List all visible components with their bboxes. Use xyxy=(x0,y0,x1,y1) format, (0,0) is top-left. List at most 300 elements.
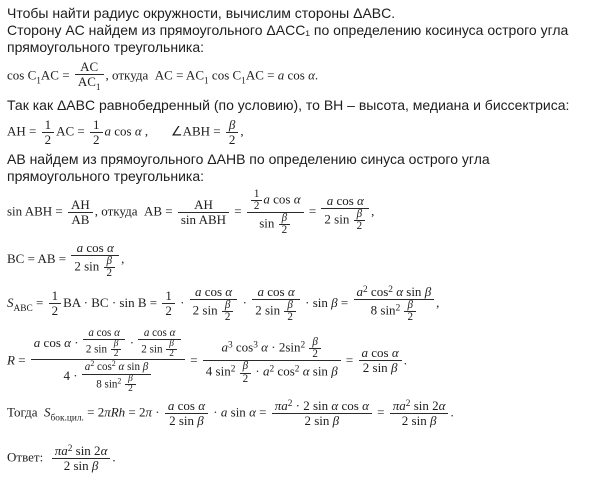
formula-radius xyxy=(7,327,593,396)
math-text: 2 sin xyxy=(255,302,284,318)
math-text: cos xyxy=(274,363,295,379)
math-variable: β xyxy=(287,298,293,311)
math-text: sin xyxy=(259,215,278,231)
fraction xyxy=(284,300,296,323)
math-superscript: 2 xyxy=(294,364,300,375)
math-text: sin ABH = xyxy=(7,203,66,219)
denominator xyxy=(247,213,304,236)
fraction xyxy=(321,194,369,232)
math-text: , xyxy=(240,123,244,139)
math-text: cos xyxy=(367,283,389,299)
numerator xyxy=(42,118,55,133)
math-text: BC = AB = xyxy=(7,251,70,267)
math-text: = xyxy=(186,351,201,367)
formula-ah-angle xyxy=(7,117,593,148)
math-text: 2 xyxy=(165,303,172,319)
math-text: 2 sin xyxy=(324,211,353,227)
math-text: cos xyxy=(333,192,358,208)
math-variable: R xyxy=(7,351,15,367)
math-text: 2 sin xyxy=(169,413,198,429)
formula-ac-cosine xyxy=(7,59,593,94)
math-text: cos xyxy=(269,191,294,207)
math-text: 2 sin xyxy=(74,258,103,274)
math-text: · xyxy=(252,363,263,379)
numerator xyxy=(49,289,62,304)
math-text: · xyxy=(239,294,251,310)
math-text: cos xyxy=(174,398,199,414)
math-text: = 2 xyxy=(125,404,146,420)
math-text xyxy=(400,302,403,317)
math-variable: α xyxy=(261,339,268,355)
denominator xyxy=(190,300,238,323)
math-text: = xyxy=(14,351,29,367)
math-text: 2 sin xyxy=(85,343,110,356)
fraction xyxy=(252,285,300,323)
math-text xyxy=(305,340,308,355)
math-text: , откуда AB = xyxy=(94,203,176,219)
paragraph-cosine-rule: Сторону AC найдем из прямоугольного ΔACC₁ по определению косинуса острого угла прямоугольного треугольника: xyxy=(7,22,569,55)
math-text: = xyxy=(342,351,357,367)
fraction xyxy=(82,360,151,394)
denominator xyxy=(111,350,122,359)
denominator xyxy=(83,340,126,360)
math-variable: a xyxy=(194,283,202,299)
math-text: 8 sin xyxy=(96,377,118,390)
math-variable: α xyxy=(118,361,125,374)
numerator xyxy=(390,399,449,414)
numerator xyxy=(90,118,103,133)
denominator xyxy=(404,312,416,323)
math-variable: a xyxy=(356,283,363,299)
fraction xyxy=(240,361,252,384)
denominator xyxy=(321,209,369,232)
math-subscript: 1 xyxy=(36,76,41,87)
math-text: AC xyxy=(77,74,96,90)
math-text: cos xyxy=(40,334,65,350)
numerator xyxy=(52,444,111,459)
math-text: cos xyxy=(263,283,288,299)
math-variable: α xyxy=(308,67,315,83)
fraction xyxy=(52,444,111,473)
math-text xyxy=(235,364,238,379)
math-text: 2 sin xyxy=(362,360,391,376)
math-variable: β xyxy=(407,298,413,311)
math-variable: β xyxy=(106,255,113,268)
math-text: = xyxy=(337,294,352,310)
fraction xyxy=(71,241,119,279)
math-text: 2 xyxy=(128,383,133,394)
math-text: 4 · xyxy=(63,368,81,384)
math-text: 2 xyxy=(51,303,59,319)
fraction xyxy=(31,328,185,395)
math-variable: β xyxy=(224,298,231,311)
math-variable: β xyxy=(331,363,338,379)
math-text: 1 xyxy=(51,288,59,304)
math-text: · sin xyxy=(301,294,332,310)
denominator xyxy=(309,349,321,360)
math-variable: α xyxy=(438,398,446,414)
math-text: · xyxy=(152,404,163,420)
math-superscript: 3 xyxy=(227,340,233,351)
math-text: 8 sin xyxy=(370,302,396,318)
paragraph-sine-rule: AB найдем из прямоугольного ΔAHB по определению синуса острого угла прямоугольного треугольника: xyxy=(7,151,490,185)
math-variable: α xyxy=(302,363,310,379)
numerator xyxy=(252,285,300,300)
math-text: sin xyxy=(403,283,425,299)
math-variable: a xyxy=(220,404,228,420)
math-text: · xyxy=(210,404,221,420)
math-text: sin 2 xyxy=(410,398,439,414)
numerator xyxy=(272,399,372,414)
denominator xyxy=(226,133,239,147)
math-text: 2 sin xyxy=(63,458,92,474)
math-variable: β xyxy=(429,413,437,429)
math-text xyxy=(121,378,124,390)
math-text: · 2sin xyxy=(268,339,301,355)
denominator xyxy=(138,340,181,360)
math-subscript: ABC xyxy=(13,303,33,314)
math-text: AH xyxy=(194,197,213,213)
fraction xyxy=(354,285,435,323)
denominator xyxy=(240,374,252,385)
numerator xyxy=(178,198,229,213)
fraction xyxy=(247,189,304,236)
denominator xyxy=(284,312,296,323)
math-text: 2 xyxy=(407,310,414,323)
math-superscript: 2 xyxy=(117,375,122,385)
fraction xyxy=(49,289,62,318)
numerator xyxy=(359,346,402,361)
numerator xyxy=(226,118,239,133)
math-text: 2 xyxy=(281,224,288,237)
numerator xyxy=(31,328,185,361)
math-text: AH xyxy=(70,197,90,213)
math-variable: β xyxy=(142,361,149,374)
math-text: AC = xyxy=(56,123,88,139)
math-variable: α xyxy=(106,240,114,256)
math-text: , xyxy=(121,251,125,267)
math-variable: α xyxy=(64,334,71,350)
numerator xyxy=(165,399,208,414)
numerator xyxy=(83,328,126,340)
math-variable: β xyxy=(331,294,338,310)
math-text: = xyxy=(373,404,388,420)
numerator xyxy=(354,285,435,300)
math-superscript: 2 xyxy=(395,303,401,314)
denominator xyxy=(162,304,175,318)
math-text: 2 xyxy=(287,310,293,323)
denominator xyxy=(390,414,449,428)
math-variable: a xyxy=(143,326,150,339)
fraction xyxy=(68,198,93,227)
math-variable: a xyxy=(167,398,175,414)
math-variable: α xyxy=(100,443,108,459)
fraction xyxy=(309,337,321,360)
math-variable: α xyxy=(249,404,256,420)
math-variable: a xyxy=(277,67,285,83)
numerator xyxy=(71,241,119,256)
math-variable: β xyxy=(312,336,318,349)
fraction xyxy=(165,399,208,428)
denominator xyxy=(251,201,263,212)
math-subscript: бок.цил. xyxy=(50,413,84,424)
denominator xyxy=(82,375,151,395)
denominator xyxy=(178,213,229,227)
math-text: cos xyxy=(368,345,392,361)
math-superscript: 2 xyxy=(287,399,293,410)
numerator xyxy=(75,60,104,75)
math-text: sin ABH xyxy=(180,212,227,228)
numerator xyxy=(138,328,181,340)
math-text: , xyxy=(436,294,440,310)
math-variable: πa xyxy=(274,398,288,414)
numerator xyxy=(321,194,369,209)
math-text: = xyxy=(305,203,320,219)
math-text: 1 xyxy=(93,117,100,133)
fraction xyxy=(359,346,402,375)
math-superscript: 3 xyxy=(253,340,258,351)
formula-area-abc xyxy=(7,284,593,324)
formula-bc xyxy=(7,240,593,280)
math-variable: α xyxy=(391,345,399,361)
math-variable: S xyxy=(44,404,51,420)
math-text: cos xyxy=(94,361,112,374)
math-text: sin xyxy=(227,404,250,420)
fraction xyxy=(354,209,366,232)
math-text: 2 xyxy=(224,310,231,323)
math-text: , ∠ABH = xyxy=(141,123,224,139)
math-variable: α xyxy=(114,326,120,339)
math-variable: β xyxy=(169,338,174,349)
math-text: sin 2 xyxy=(72,443,101,459)
math-text: AC xyxy=(80,59,99,74)
denominator xyxy=(125,385,136,394)
numerator xyxy=(162,289,175,304)
math-text: = xyxy=(231,203,245,219)
math-text: = xyxy=(255,404,270,420)
math-text: . xyxy=(403,351,407,367)
fraction xyxy=(190,285,238,323)
math-text: . xyxy=(112,449,116,465)
math-superscript: 2 xyxy=(90,359,95,369)
math-text: . xyxy=(450,404,454,420)
math-text: 2 sin xyxy=(192,302,221,318)
math-text: · xyxy=(70,334,82,350)
fraction xyxy=(222,300,234,323)
math-text: , xyxy=(371,203,375,219)
math-text: 2 xyxy=(253,200,260,213)
math-variable: a xyxy=(33,334,41,350)
math-variable: a xyxy=(326,192,334,208)
math-superscript: 2 xyxy=(111,359,116,369)
math-text: AB xyxy=(71,212,90,228)
math-variable: α xyxy=(331,398,339,414)
fraction xyxy=(178,198,229,227)
math-variable: π xyxy=(145,404,153,420)
math-text: AC = xyxy=(40,67,73,83)
math-text: sin xyxy=(309,363,332,379)
fraction xyxy=(279,213,291,236)
formula-ab-sine xyxy=(7,188,593,237)
math-text: 2 xyxy=(228,132,236,148)
math-text: cos xyxy=(201,283,226,299)
math-variable: a xyxy=(221,339,228,355)
math-superscript: 2 xyxy=(269,364,275,375)
math-superscript: 2 xyxy=(300,340,306,351)
fraction xyxy=(90,118,103,147)
math-variable: a xyxy=(263,363,270,379)
math-variable: β xyxy=(390,360,398,376)
denominator xyxy=(222,312,234,323)
math-text: 2 xyxy=(169,349,174,360)
fraction xyxy=(111,340,122,360)
math-text: Ответ: xyxy=(7,449,50,465)
math-superscript: 2 xyxy=(67,444,73,455)
math-text: 2 sin xyxy=(141,343,166,356)
numerator xyxy=(68,198,93,213)
math-text: cos xyxy=(232,339,254,355)
math-text: 2 xyxy=(106,267,113,280)
math-variable: β xyxy=(242,360,249,373)
math-subscript: 1 xyxy=(241,76,246,87)
math-subscript: 1 xyxy=(204,76,209,87)
denominator xyxy=(354,300,435,323)
math-variable: β xyxy=(128,373,133,384)
math-text: 4 sin xyxy=(205,363,231,379)
denominator xyxy=(71,256,119,279)
math-text: 1 xyxy=(44,117,52,133)
math-text: · 2 sin xyxy=(292,398,332,414)
formula-answer xyxy=(7,443,593,474)
math-text: 2 sin xyxy=(304,413,333,429)
math-variable: α xyxy=(287,283,295,299)
math-variable: α xyxy=(362,398,369,414)
math-text: . xyxy=(314,67,319,83)
math-text: 2 xyxy=(113,349,119,360)
math-text: = xyxy=(32,294,47,310)
math-text: sin xyxy=(124,361,143,374)
math-variable: α xyxy=(396,283,404,299)
math-variable: β xyxy=(332,413,340,429)
numerator xyxy=(82,360,151,374)
math-text: 2 xyxy=(44,132,52,148)
numerator xyxy=(190,285,238,300)
fraction xyxy=(404,300,416,323)
math-variable: β xyxy=(197,413,204,429)
math-variable: a xyxy=(84,361,91,374)
math-text: , откуда AC = AC xyxy=(105,67,204,83)
math-text: · xyxy=(176,294,188,310)
math-superscript: 2 xyxy=(230,364,236,375)
math-text: cos C xyxy=(7,67,37,83)
math-variable: S xyxy=(7,294,14,310)
math-text: 2 xyxy=(93,132,100,148)
math-subscript: 1 xyxy=(95,83,101,94)
fraction xyxy=(104,256,116,279)
math-variable: a xyxy=(104,123,111,139)
math-superscript: 2 xyxy=(405,399,411,410)
math-text: AH = xyxy=(7,123,40,139)
math-text: 1 xyxy=(165,288,172,304)
numerator xyxy=(203,337,341,361)
math-variable: a xyxy=(361,345,369,361)
fraction xyxy=(162,289,175,318)
math-variable: β xyxy=(91,458,99,474)
denominator xyxy=(359,361,402,375)
fraction xyxy=(390,399,449,428)
math-variable: β xyxy=(281,212,288,225)
math-superscript: 2 xyxy=(388,284,393,295)
math-text: BA · BC · sin B = xyxy=(63,294,161,310)
math-variable: α xyxy=(225,283,233,299)
math-variable: α xyxy=(357,192,364,208)
math-text: 2 xyxy=(356,219,363,232)
math-variable: α xyxy=(198,398,206,414)
math-text: cos xyxy=(149,326,170,339)
math-text: AC = xyxy=(245,67,278,83)
fraction xyxy=(138,328,181,360)
denominator xyxy=(42,133,55,147)
math-variable: πRh xyxy=(104,404,126,420)
math-text: · xyxy=(126,334,138,350)
math-text: 2 xyxy=(242,372,249,385)
denominator xyxy=(104,268,116,279)
math-text: cos xyxy=(338,398,363,414)
math-text: = 2 xyxy=(83,404,105,420)
math-text: cos xyxy=(111,123,135,139)
denominator xyxy=(68,213,93,227)
math-text: Тогда xyxy=(7,404,45,420)
math-variable: α xyxy=(134,123,142,139)
fraction xyxy=(203,337,341,384)
math-variable: a xyxy=(257,283,264,299)
fraction xyxy=(75,60,104,93)
math-variable: β xyxy=(356,207,363,220)
denominator xyxy=(165,414,208,428)
formula-lateral-surface xyxy=(7,398,593,429)
math-text: 2 xyxy=(312,348,318,361)
math-text: 2 sin xyxy=(401,413,430,429)
denominator xyxy=(272,414,372,428)
math-text: cos xyxy=(284,67,309,83)
math-text: cos C xyxy=(208,67,242,83)
denominator xyxy=(279,225,291,236)
math-variable: πa xyxy=(54,443,68,459)
math-variable: α xyxy=(293,191,301,207)
math-text: cos xyxy=(93,326,115,339)
math-variable: β xyxy=(228,117,236,133)
math-text: cos xyxy=(83,240,107,256)
fraction xyxy=(125,375,136,395)
math-superscript: 2 xyxy=(363,284,368,295)
paragraph-isosceles: Так как ΔABC равнобедренный (по условию), то BH – высота, медиана и биссектриса: xyxy=(7,97,570,114)
math-variable: a xyxy=(88,326,94,339)
denominator xyxy=(49,304,62,318)
denominator xyxy=(52,459,111,473)
fraction xyxy=(83,328,126,360)
denominator xyxy=(252,300,300,323)
denominator xyxy=(166,350,177,359)
math-text: 1 xyxy=(253,188,260,201)
fraction xyxy=(272,399,372,428)
denominator xyxy=(75,75,104,93)
denominator xyxy=(90,133,103,147)
denominator xyxy=(354,221,366,232)
math-variable: β xyxy=(424,283,432,299)
fraction xyxy=(251,189,263,212)
fraction xyxy=(42,118,55,147)
math-variable: α xyxy=(169,326,176,339)
